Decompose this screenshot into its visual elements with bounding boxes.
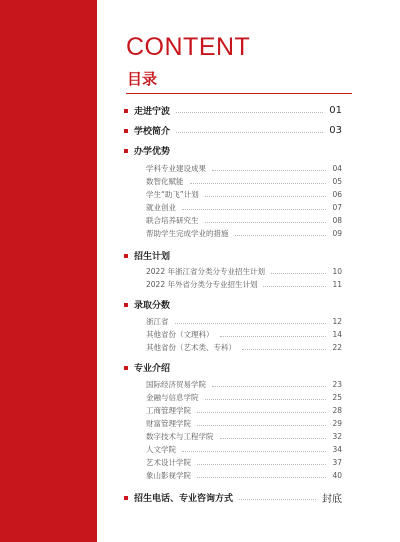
dot-leader [197,425,326,426]
dot-leader [176,112,323,113]
toc-page-number: 12 [332,317,342,326]
dot-leader [182,451,326,452]
toc-item-label: 人文学院 [146,445,176,454]
dot-leader [212,386,326,387]
toc-item[interactable] [146,329,342,340]
toc-item[interactable] [146,176,342,187]
dot-leader [176,132,323,133]
toc-item-label: 数字技术与工程学院 [146,432,214,441]
dot-leader [197,412,326,413]
dot-leader [212,170,326,171]
toc-page-number: 32 [332,432,342,441]
dot-leader [205,196,327,197]
toc-item[interactable] [146,405,342,416]
toc-heading-advantages [124,144,170,157]
bullet-icon [124,129,128,133]
toc-item[interactable] [146,444,342,455]
toc-item[interactable] [146,457,342,468]
toc-item[interactable] [146,379,342,390]
toc-item[interactable] [146,215,342,226]
toc-item[interactable] [146,202,342,213]
toc-item[interactable] [146,392,342,403]
dot-leader [205,222,327,223]
toc-item-label: 学科专业建设成果 [146,164,206,173]
toc-item[interactable] [146,342,342,353]
bullet-icon [124,254,128,258]
toc-page-number: 29 [332,419,342,428]
toc-page-number: 03 [329,125,342,136]
toc-item[interactable] [146,279,342,290]
toc-section-school-intro[interactable] [124,124,342,137]
toc-item-label: 数智化赋能 [146,177,184,186]
toc-heading-label: 录取分数 [134,301,171,311]
toc-heading-label: 招生计划 [134,252,171,262]
bullet-icon [124,496,128,500]
toc-page-number: 09 [332,229,342,238]
toc-item[interactable] [146,266,342,277]
dot-leader [271,273,326,274]
toc-item-label: 浙江省 [146,317,169,326]
toc-heading-admission-scores [124,298,170,311]
toc-item-label: 联合培养研究生 [146,216,199,225]
toc-page-number: 10 [332,267,342,276]
toc-page-number: 34 [332,445,342,454]
toc-section-label: 招生电话、专业咨询方式 [134,494,234,504]
toc-item[interactable] [146,418,342,429]
toc-heading-majors [124,361,170,374]
toc-section-contact[interactable] [124,490,342,505]
toc-item-label: 2022 年外省分类分专业招生计划 [146,280,258,289]
toc-page-number: 37 [332,458,342,467]
toc-item-label: 帮助学生完成学业的措施 [146,229,229,238]
toc-item-label: 学生“助飞”计划 [146,190,199,199]
toc-item-label: 艺术设计学院 [146,458,191,467]
toc-item[interactable] [146,431,342,442]
toc-page-number: 04 [332,164,342,173]
toc-page-number: 05 [332,177,342,186]
dot-leader [205,399,327,400]
toc-page-number: 40 [332,471,342,480]
dot-leader [175,323,327,324]
toc-item-label: 国际经济贸易学院 [146,380,206,389]
toc-item[interactable] [146,316,342,327]
toc-page-number: 封底 [322,494,342,505]
dot-leader [235,235,327,236]
toc-heading-enrollment-plan [124,249,170,262]
bullet-icon [124,109,128,113]
title-divider [126,93,352,94]
toc-item[interactable] [146,470,342,481]
toc-page-number: 25 [332,393,342,402]
toc-page-number: 06 [332,190,342,199]
dot-leader [220,438,327,439]
toc-page-number: 11 [332,280,342,289]
toc-page-number: 22 [332,343,342,352]
toc-item-label: 财富管理学院 [146,419,191,428]
toc-item-label: 象山影视学院 [146,471,191,480]
toc-page-number: 14 [332,330,342,339]
toc-page-number: 28 [332,406,342,415]
dot-leader [242,349,326,350]
toc-heading-label: 办学优势 [134,147,171,157]
toc-item-label: 工商管理学院 [146,406,191,415]
toc-page-number: 07 [332,203,342,212]
toc-heading-label: 专业介绍 [134,364,171,374]
toc-page-number: 01 [329,105,342,116]
bullet-icon [124,149,128,153]
page-title-english: CONTENT [126,33,251,61]
dot-leader [220,336,327,337]
toc-item-label: 金融与信息学院 [146,393,199,402]
red-side-band [0,0,97,542]
toc-item-label: 其他省份（艺术类、专科） [146,343,236,352]
bullet-icon [124,366,128,370]
toc-page-number: 08 [332,216,342,225]
toc-section-label: 学校简介 [134,127,171,137]
toc-item[interactable] [146,189,342,200]
toc-item-label: 2022 年浙江省分类分专业招生计划 [146,267,265,276]
toc-section-label: 走进宁波 [134,107,171,117]
dot-leader [190,183,327,184]
dot-leader [182,209,326,210]
dot-leader [263,286,326,287]
toc-section-intro-ningbo[interactable] [124,104,342,117]
toc-item-label: 其他省份（文理科） [146,330,214,339]
dot-leader [197,464,326,465]
toc-item[interactable] [146,163,342,174]
toc-item-label: 就业创业 [146,203,176,212]
toc-page-number: 23 [332,380,342,389]
dot-leader [197,477,326,478]
dot-leader [239,499,316,500]
bullet-icon [124,303,128,307]
toc-item[interactable] [146,228,342,239]
page-title-chinese: 目录 [127,70,158,88]
